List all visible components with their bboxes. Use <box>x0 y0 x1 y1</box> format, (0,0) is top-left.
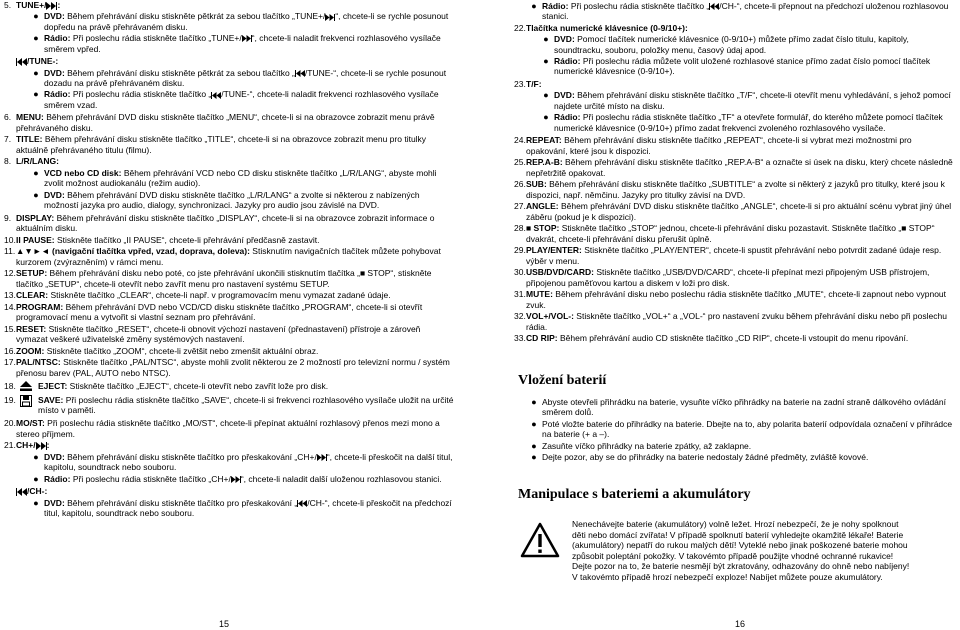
numeric-radio: ● Rádio: Při poslechu rádia můžete volit uložené rozhlasové stanice přímo zadat číslo pomocí tlačítek numerické klávesnice (0-9/10+). <box>543 56 931 77</box>
tune-minus-radio: ● Rádio: Při poslechu rádia stiskněte tlačítko „ /TUNE-“, chcete-li naladit frekvenci rozhlasového vysílače směrem vzad. <box>33 89 439 110</box>
item-tf: 23. T/F: ● DVD: Během přehrávání disku stiskněte tlačítko „T/F“, chcete-li otevřít menu vyhledávání, s jehož pomocí najdete určité místo na disku. ● Rádio: Při poslechu rádia stiskněte tlačítko „TF“ a otevřete formulář, do kterého můžete pomocí tlačítek numerické klávesnice (0-9/10+) přímo zadat frekvenci zvoleného rozhlasového vysílače. <box>514 79 954 134</box>
tune-plus-dvd: ● DVD: Během přehrávání disku stiskněte pětkrát za sebou tlačítko „TUNE+/ “, chcete-li se rychle posunout dopředu na právě přehrávaném disku. <box>33 11 449 32</box>
battery-insert-heading: Vložení baterií <box>518 373 607 388</box>
item-mute: 31. MUTE: Během přehrávání disku nebo poslechu rádia stiskněte tlačítko „MUTE“, chcete-li zapnout nebo vypnout zvuk. <box>514 289 947 310</box>
item-program: 14. PROGRAM: Během přehrávání DVD nebo VCD/CD disku stiskněte tlačítko „PROGRAM“, chcete-li si otevřít programovací menu a vytvořit si vlastní seznam pro přehrávání. <box>4 301 423 323</box>
numeric-dvd: ● DVD: Pomocí tlačítek numerické klávesnice (0-9/10+) můžete přímo zadat číslo titulu, kapitoly, soundtracku, souboru, položky menu, časový údaj apod. <box>543 34 909 55</box>
item-ch-plus: 21. CH+/ : ● DVD: Během přehrávání disku stiskněte tlačítko pro přeskakování „CH+/ “, chcete-li přeskočit na další titul, kapitolu, soundtrack nebo souboru. ● Rádio: Při poslechu rádia stiskněte tlačítko „CH+/ “, chcete-li naladit další uloženou rozhlasovou stanici. <box>4 440 453 484</box>
left-page-column <box>4 0 454 521</box>
item-angle: 27. ANGLE: Během přehrávání DVD disku stiskněte tlačítko „ANGLE“, chcete-li si pro aktuální scénu vybrat jiný úhel záběru (pokud je k dispozici). <box>514 201 952 222</box>
skip-forward-icon <box>46 2 57 10</box>
item-menu: 6. MENU: Během přehrávání DVD disku stiskněte tlačítko „MENU“, chcete-li si na obrazovce zobrazit menu právě přehrávaného disku. <box>4 112 435 133</box>
item-sub: 26. SUB: Během přehrávání disku stiskněte tlačítko „SUBTITLE“ a zvolte si některý z jazyků pro titulky, které jsou k dispozici, např. němčinu. Jazyky pro titulky závisí na DVD. <box>514 179 945 200</box>
skip-forward-icon <box>231 476 241 483</box>
item-repeat: 24. REPEAT: Během přehrávání disku stiskněte tlačítko „REPEAT“, chcete-li si vybrat mezi možnostmi pro opakování, které jsou k dispozici. <box>514 135 912 156</box>
save-icon <box>20 395 32 407</box>
warning-icon <box>520 522 560 563</box>
item-clear: 13. CLEAR: Stiskněte tlačítko „CLEAR“, chcete-li např. v programovacím menu vymazat zadané údaje. <box>4 290 391 301</box>
item-title: 7. TITLE: Během přehrávání disku stiskněte tlačítko „TITLE“, chcete-li si na obrazovce zobrazit menu pro titulky aktuálně přehrávaného titulu (filmu). <box>4 134 427 155</box>
item-setup: 12. SETUP: Během přehrávání disku nebo poté, co jste přehrávání ukončili stisknutím tlačítka „■ STOP“, stiskněte tlačítko „SETUP“, chcete-li otevřít nebo zavřít menu pro nastavení systému SETUP. <box>4 268 432 289</box>
item-numeric-keys: 22. Tlačítka numerické klávesnice (0-9/10+): ● DVD: Pomocí tlačítek numerické klávesnice (0-9/10+) můžete přímo zadat číslo titulu, kapitoly, soundtracku, souboru, položky menu, časový údaj apod. ● Rádio: Při poslechu rádia můžete volit uložené rozhlasové stanice přímo zadat číslo pomocí tlačítek numerické klávesnice (0-9/10+). <box>514 23 954 78</box>
item-volume: 32. VOL+/VOL-: Stiskněte tlačítko „VOL+“ a „VOL-“ pro nastavení zvuku během přehrávání disku nebo při poslechu rádia. <box>514 311 947 332</box>
item-reset: 15. RESET: Stiskněte tlačítko „RESET“, chcete-li obnovit výchozí nastavení (přednastavení) přístroje a zároveň vymazat veškeré uživatelské změny systémových nastavení. <box>4 323 421 345</box>
item-pause: 10. II PAUSE: Stiskněte tlačítko „II PAUSE“, chcete-li přehrávání předčasně zastavit. <box>4 234 320 245</box>
skip-forward-icon <box>325 14 335 21</box>
item-pal-ntsc: 17. PAL/NTSC: Stiskněte tlačítko „PAL/NTSC“, abyste mohli zvolit některou ze 2 možností pro televizní normu / systém přenosu barev (PAL, AUTO nebo NTSC). <box>4 357 450 378</box>
lang-dvd: ● DVD: Během přehrávání DVD disku stiskněte tlačítko „L/R/LANG“ a zvolte si některou z nabízených možností jazyka pro audio, dialogy, synchronizaci. Jazyky pro audio jsou závislé na DVD. <box>33 189 420 211</box>
item-eject: 18. EJECT: Stiskněte tlačítko „EJECT“, chcete-li otevřít nebo zavřít lože pro disk. <box>4 381 329 392</box>
list-item: ● Abyste otevřeli přihrádku na baterie, vysuňte víčko přihrádky na baterie na zadní straně dálkového ovládání směrem dolů. <box>531 397 946 418</box>
tune-plus-radio: ● Rádio: Při poslechu rádia stiskněte tlačítko „TUNE+/ “, chcete-li naladit frekvenci rozhlasového vysílače směrem vpřed. <box>33 33 441 54</box>
item-save: 19. SAVE: Při poslechu rádia stiskněte tlačítko „SAVE“, chcete-li si frekvenci rozhlasového vysílače uložit na určité místo v paměti. <box>4 394 454 416</box>
page-number-right: 16 <box>735 619 746 629</box>
battery-handling-heading: Manipulace s bateriemi a akumulátory <box>518 487 751 502</box>
item-usb-dvd-card: 30. USB/DVD/CARD: Stiskněte tlačítko „USB/DVD/CARD“, chcete-li přepínat mezi připojeným USB přístrojem, připojenou paměťovou kartou a diskem v loži pro disk. <box>514 267 930 288</box>
tune-minus-dvd: ● DVD: Během přehrávání disku stiskněte pětkrát za sebou tlačítko „ /TUNE-“, chcete-li se rychle posunout dozadu na právě přehrávaném disku. <box>33 67 447 89</box>
skip-back-icon <box>16 58 27 66</box>
tf-dvd: ● DVD: Během přehrávání disku stiskněte tlačítko „T/F“, chcete-li otevřít menu vyhledávání, s jehož pomocí najdete určité místo na disku. <box>543 90 951 111</box>
list-item: ● Dejte pozor, aby se do přihrádky na baterie nedostaly žádné předměty, zvláště kovové. <box>531 452 869 463</box>
skip-back-icon <box>297 500 307 507</box>
item-zoom: 16. ZOOM: Stiskněte tlačítko „ZOOM“, chcete-li zvětšit nebo zmenšit aktuální obraz. <box>4 345 319 356</box>
ch-plus-dvd: ● DVD: Během přehrávání disku stiskněte tlačítko pro přeskakování „CH+/ “, chcete-li přeskočit na další titul, kapitolu, soundtrack nebo souboru. <box>33 451 453 473</box>
battery-warning-text: Nenechávejte baterie (akumulátory) volně ležet. Hrozí nebezpečí, že je nohy spolknout děti nebo domácí zvířata! V případě spolknutí baterií vyhledejte okamžitě lékaře! Baterie (akumulátory) nepatří do rukou malých dětí! Vyteklé nebo jinak poškozené baterie mohou způsobit poleptání pokožky. V takovémto případě použijte vhodné ochranné rukavice! Dejte pozor na to, že baterie nesmějí být zkratovány, odhazovány do ohně nebo nabíjeny! V takovémto případě hrozí nebezpečí exploze! Nabíjet můžete pouze akumulátory. <box>572 519 910 582</box>
skip-back-icon <box>16 488 27 496</box>
skip-forward-icon <box>36 442 47 450</box>
item-stop: 28. ■ STOP: Stiskněte tlačítko „STOP“ jednou, chcete-li přehrávání disku pozastavit. Stiskněte tlačítko „■ STOP“ dvakrát, chcete-li přehrávání disku přerušit úplně. <box>514 223 935 244</box>
item-play-enter: 29. PLAY/ENTER: Stiskněte tlačítko „PLAY/ENTER“, chcete-li spustit přehrávání nebo potvrdit zadané údaje resp. výběr v menu. <box>514 245 942 266</box>
skip-forward-icon <box>242 35 252 42</box>
skip-back-icon <box>709 3 719 10</box>
item-cd-rip: 33. CD RIP: Během přehrávání audio CD stiskněte tlačítko „CD RIP“, chcete-li vstoupit do menu ripování. <box>514 333 909 344</box>
item-tune-minus: /TUNE-: ● DVD: Během přehrávání disku stiskněte pětkrát za sebou tlačítko „ /TUNE-“, chcete-li se rychle posunout dozadu na právě přehrávaném disku. ● Rádio: Při poslechu rádia stiskněte tlačítko „ /TUNE-“, chcete-li naladit frekvenci rozhlasového vysílače směrem vzad. <box>4 56 454 111</box>
battery-instructions <box>514 396 954 463</box>
item-display: 9. DISPLAY: Během přehrávání disku stiskněte tlačítko „DISPLAY“, chcete-li si na obrazovce zobrazit informace o aktuálním disku. <box>4 212 435 234</box>
ch-plus-radio: ● Rádio: Při poslechu rádia stiskněte tlačítko „CH+/ “, chcete-li naladit další uloženou rozhlasovou stanici. <box>33 473 442 484</box>
lang-vcd: ● VCD nebo CD disk: Během přehrávání VCD nebo CD disku stiskněte tlačítko „L/R/LANG“, abyste mohli zvolit možnost audiokanálu (režim audio). <box>33 167 437 189</box>
item-rep-ab: 25. REP.A-B: Během přehrávání disku stiskněte tlačítko „REP.A-B“ a označte si úsek na disku, který chcete následně nepřetržitě opakovat. <box>514 157 953 178</box>
item-mo-st: 20. MO/ST: Při poslechu rádia stiskněte tlačítko „MO/ST“, chcete-li přepínat aktuální rozhlasový přenos mezi mono a stereo příjmem. <box>4 418 440 439</box>
list-item: ● Poté vložte baterie do přihrádky na baterie. Dbejte na to, aby polarita baterií odpovídala označení v přihrádce na baterie (+ a –). <box>531 418 953 440</box>
skip-back-icon <box>295 70 305 77</box>
item-lang: 8. L/R/LANG: ● VCD nebo CD disk: Během přehrávání VCD nebo CD disku stiskněte tlačítko „L/R/LANG“, abyste mohli zvolit možnost audiokanálu (režim audio). ● DVD: Během přehrávání DVD disku stiskněte tlačítko „L/R/LANG“ a zvolte si některou z nabízených možností jazyka pro audio, dialogy, synchronizaci. Jazyky pro audio jsou závislé na DVD. <box>4 156 454 211</box>
ch-minus-radio: ● Rádio: Při poslechu rádia stiskněte tlačítko „ /CH-“, chcete-li přepnout na předchozí uloženou rozhlasovou stanici. <box>531 1 949 22</box>
item-ch-minus: /CH-: ● DVD: Během přehrávání disku stiskněte tlačítko pro přeskakování „ /CH-“, chcete-li přeskočit na předchozí titul, kapitolu, soundtrack nebo souboru. <box>4 486 454 519</box>
list-item: ● Zasuňte víčko přihrádky na baterie zpátky, až zaklapne. <box>531 440 752 451</box>
eject-icon <box>20 381 32 391</box>
item-navigation: 11. ▲▼►◄ (navigační tlačítka vpřed, vzad, doprava, doleva): Stisknutím navigačních tlačítek můžete pohybovat kurzorem (zvýrazněním) v rámci menu. <box>4 246 441 267</box>
skip-forward-icon <box>317 454 327 461</box>
tf-radio: ● Rádio: Při poslechu rádia stiskněte tlačítko „TF“ a otevřete formulář, do kterého můžete pomocí tlačítek numerické klávesnice (0-9/10+) přímo zadat frekvenci zvoleného rozhlasového vysílače. <box>543 112 943 133</box>
page-number-left: 15 <box>219 619 230 629</box>
right-page-column <box>514 0 954 345</box>
ch-minus-dvd: ● DVD: Během přehrávání disku stiskněte tlačítko pro přeskakování „ /CH-“, chcete-li přeskočit na předchozí titul, kapitolu, soundtrack nebo souboru. <box>33 497 452 519</box>
skip-back-icon <box>211 92 221 99</box>
item-tune-plus: 5. TUNE+/ : ● DVD: Během přehrávání disku stiskněte pětkrát za sebou tlačítko „TUNE+/ “, chcete-li se rychle posunout dopředu na právě přehrávaném disku. ● Rádio: Při poslechu rádia stiskněte tlačítko „TUNE+/ “, chcete-li naladit frekvenci rozhlasového vysílače směrem vpřed. <box>4 0 454 55</box>
